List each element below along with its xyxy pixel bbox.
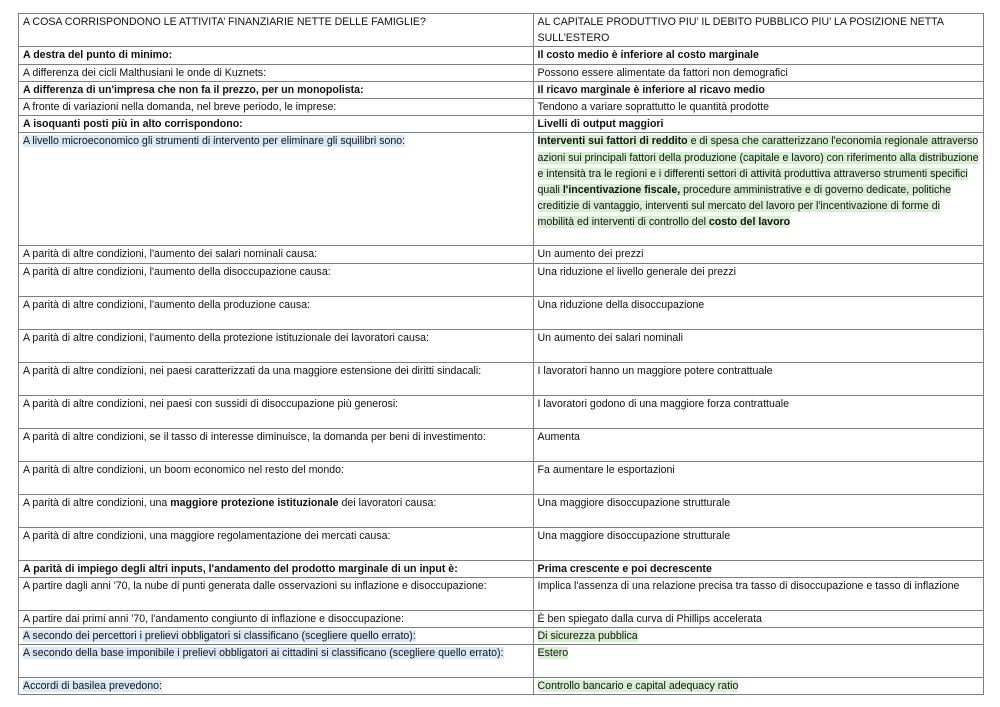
table-row [19, 14, 984, 47]
question-cell: A COSA CORRISPONDONO LE ATTIVITA’ FINANZIARIE NETTE DELLE FAMIGLIE? [19, 14, 534, 47]
answer-cell: Un aumento dei prezzi [533, 246, 983, 263]
answer-cell: AL CAPITALE PRODUTTIVO PIU’ IL DEBITO PUBBLICO PIU’ LA POSIZIONE NETTA SULL’ESTERO [533, 14, 983, 47]
highlighted-answer [538, 135, 979, 228]
table-row [19, 461, 984, 494]
table-row [19, 395, 984, 428]
table-row [19, 362, 984, 395]
question-cell [19, 645, 534, 678]
highlighted-answer: Estero [537, 647, 569, 660]
table-row [19, 628, 984, 645]
answer-segment: e di spesa che caratterizzano l'economia regionale attraverso azioni sui principali fattori della produzione (capitale e lavoro) con riferimento alla distribuzione e intensità tra le regioni e i differenti settori di attività produttiva attraverso strumenti specifici quali [537, 135, 979, 197]
question-cell: A partire dai primi anni '70, l'andamento congiunto di inflazione e disoccupazione: [19, 610, 534, 627]
answer-cell: Una riduzione el livello generale dei prezzi [533, 263, 983, 296]
table-row [19, 133, 984, 246]
table-row [19, 246, 984, 263]
answer-cell: Implica l'assenza di una relazione precisa tra tasso di disoccupazione e tasso di inflazione [533, 577, 983, 610]
table-row [19, 577, 984, 610]
answer-cell: Fa aumentare le esportazioni [533, 461, 983, 494]
table-row [19, 64, 984, 81]
table-row [19, 116, 984, 133]
question-cell: A parità di altre condizioni, l'aumento della produzione causa: [19, 296, 534, 329]
answer-cell: Possono essere alimentate da fattori non demografici [533, 64, 983, 81]
answer-cell: Una riduzione della disoccupazione [533, 296, 983, 329]
answer-cell: Una maggiore disoccupazione strutturale [533, 494, 983, 527]
question-cell: A isoquanti posti più in alto corrispondono: [19, 116, 534, 133]
question-cell [19, 678, 534, 695]
answer-cell: Aumenta [533, 428, 983, 461]
answer-cell: Il costo medio è inferiore al costo marginale [533, 47, 983, 64]
answer-cell: Una maggiore disoccupazione strutturale [533, 527, 983, 560]
question-cell: A parità di impiego degli altri inputs, l'andamento del prodotto marginale di un input è: [19, 560, 534, 577]
answer-cell [533, 678, 983, 695]
highlighted-answer: Di sicurezza pubblica [537, 630, 638, 643]
highlighted-question: A secondo della base imponibile i prelievi obbligatori ai cittadini si classificano (scegliere quello errato): [23, 647, 504, 660]
table-row [19, 263, 984, 296]
table-row [19, 428, 984, 461]
answer-segment: procedure amministrative e di governo dedicate, politiche creditizie di vantaggio, interventi sul mercato del lavoro per l'incentivazione di forme di mobilità ed interventi di controllo del [537, 184, 952, 229]
question-cell: A differenza di un'impresa che non fa il prezzo, per un monopolista: [19, 81, 534, 98]
question-cell: A parità di altre condizioni, una maggiore regolamentazione dei mercati causa: [19, 527, 534, 560]
question-cell [19, 133, 534, 246]
answer-cell: I lavoratori godono di una maggiore forza contrattuale [533, 395, 983, 428]
question-cell: A parità di altre condizioni, una maggiore protezione istituzionale dei lavoratori causa: [19, 494, 534, 527]
highlighted-question: Accordi di basilea prevedono: [23, 680, 162, 693]
question-cell: A partire dagli anni '70, la nube di punti generata dalle osservazioni su inflazione e disoccupazione: [19, 577, 534, 610]
answer-bold-segment: Interventi sui fattori di reddito [537, 135, 688, 148]
table-row [19, 494, 984, 527]
answer-cell: Un aumento dei salari nominali [533, 329, 983, 362]
answer-bold-segment: costo del lavoro [708, 216, 791, 229]
answer-cell [533, 628, 983, 645]
answer-cell [533, 133, 983, 246]
question-cell: A parità di altre condizioni, se il tasso di interesse diminuisce, la domanda per beni di investimento: [19, 428, 534, 461]
question-cell: A fronte di variazioni nella domanda, nel breve periodo, le imprese: [19, 99, 534, 116]
question-cell [19, 628, 534, 645]
question-bold-segment: maggiore protezione istituzionale [170, 496, 339, 509]
answer-cell: I lavoratori hanno un maggiore potere contrattuale [533, 362, 983, 395]
answer-cell: È ben spiegato dalla curva di Phillips accelerata [533, 610, 983, 627]
answer-cell: Il ricavo marginale è inferiore al ricavo medio [533, 81, 983, 98]
answer-cell: Tendono a variare soprattutto le quantità prodotte [533, 99, 983, 116]
qa-table [18, 13, 984, 695]
answer-cell: Prima crescente e poi decrescente [533, 560, 983, 577]
table-row [19, 99, 984, 116]
table-row [19, 296, 984, 329]
question-cell: A destra del punto di minimo: [19, 47, 534, 64]
table-row [19, 81, 984, 98]
question-cell: A parità di altre condizioni, l'aumento dei salari nominali causa: [19, 246, 534, 263]
table-row [19, 560, 984, 577]
answer-bold-segment: l'incentivazione fiscale, [562, 184, 681, 197]
answer-cell: Livelli di output maggiori [533, 116, 983, 133]
highlighted-question: A livello microeconomico gli strumenti di intervento per eliminare gli squilibri sono: [23, 135, 406, 148]
question-cell: A parità di altre condizioni, l'aumento della disoccupazione causa: [19, 263, 534, 296]
table-row [19, 329, 984, 362]
question-cell: A parità di altre condizioni, nei paesi con sussidi di disoccupazione più generosi: [19, 395, 534, 428]
table-row [19, 610, 984, 627]
answer-cell [533, 645, 983, 678]
question-cell: A parità di altre condizioni, un boom economico nel resto del mondo: [19, 461, 534, 494]
highlighted-question: A secondo dei percettori i prelievi obbligatori si classificano (scegliere quello errato): [23, 630, 416, 643]
highlighted-answer: Controllo bancario e capital adequacy ratio [537, 680, 739, 693]
table-row [19, 678, 984, 695]
question-cell: A differenza dei cicli Malthusiani le onde di Kuznets: [19, 64, 534, 81]
question-cell: A parità di altre condizioni, l'aumento della protezione istituzionale dei lavoratori causa: [19, 329, 534, 362]
table-row [19, 527, 984, 560]
table-row [19, 47, 984, 64]
question-cell: A parità di altre condizioni, nei paesi caratterizzati da una maggiore estensione dei diritti sindacali: [19, 362, 534, 395]
table-row [19, 645, 984, 678]
